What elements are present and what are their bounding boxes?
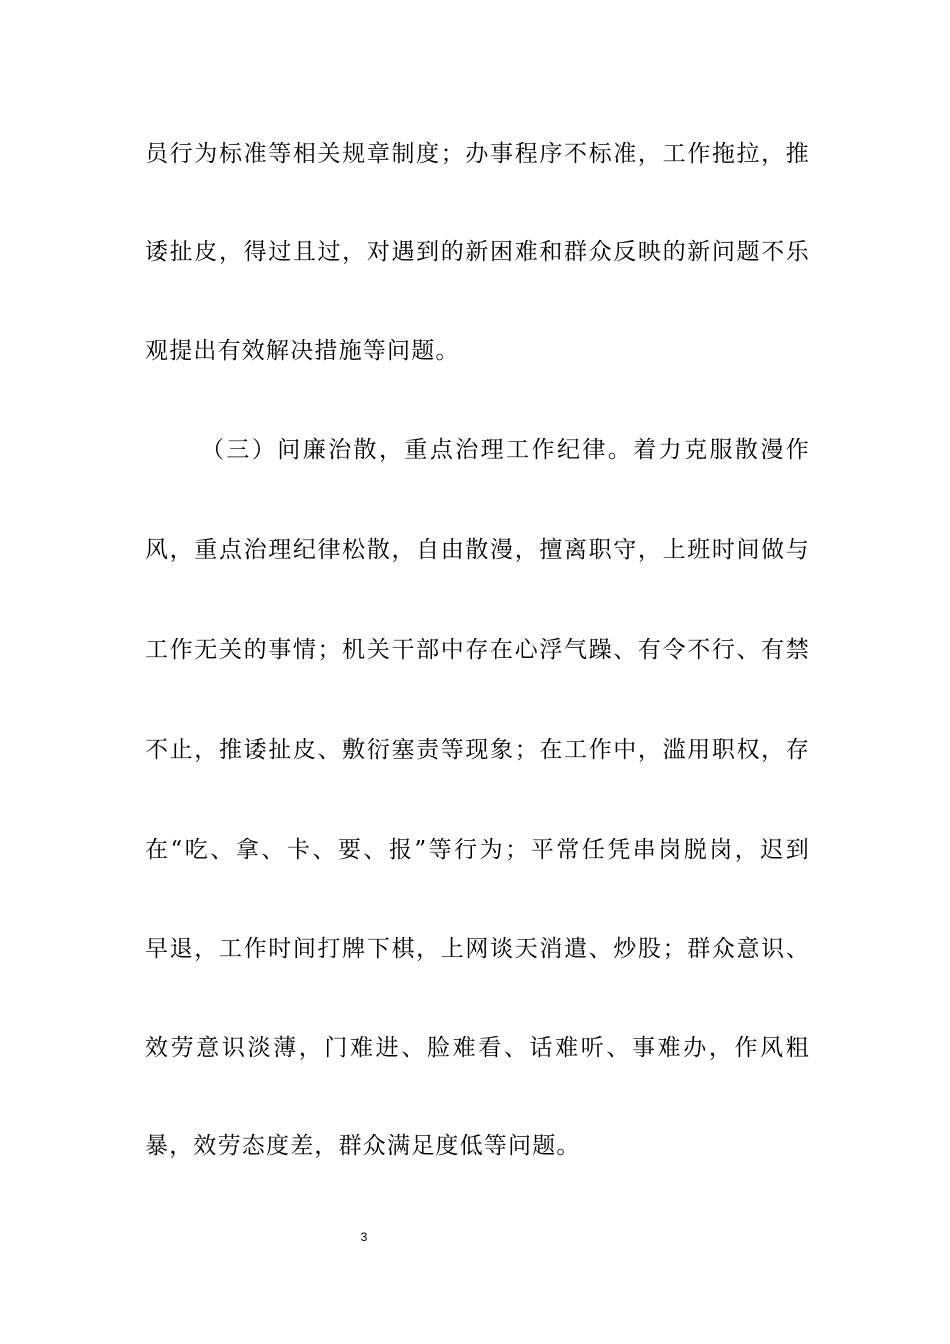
text-line-1: 员行为标准等相关规章制度；办事程序不标准，工作拖拉，推	[145, 141, 810, 167]
text-line-6: 工作无关的事情；机关干部中存在心浮气躁、有令不行、有禁	[145, 637, 810, 663]
text-line-4: （三）问廉治散，重点治理工作纪律。着力克服散漫作	[201, 437, 810, 463]
text-line-3: 观提出有效解决措施等问题。	[145, 338, 460, 364]
text-line-7: 不止，推诿扯皮、敷衍塞责等现象；在工作中，滥用职权，存	[145, 737, 810, 763]
page-number: 3	[360, 1230, 368, 1244]
text-line-2: 诿扯皮，得过且过，对遇到的新困难和群众反映的新问题不乐	[145, 239, 810, 265]
text-line-8: 在“吃、拿、卡、要、报”等行为；平常任凭串岗脱岗，迟到	[145, 837, 810, 863]
text-line-11: 暴，效劳态度差，群众满足度低等问题。	[145, 1133, 581, 1159]
text-line-10: 效劳意识淡薄，门难进、脸难看、话难听、事难办，作风粗	[145, 1035, 810, 1061]
text-line-5: 风，重点治理纪律松散，自由散漫，擅离职守，上班时间做与	[145, 537, 810, 563]
text-line-9: 早退，工作时间打牌下棋，上网谈天消遣、炒股；群众意识、	[145, 936, 810, 962]
